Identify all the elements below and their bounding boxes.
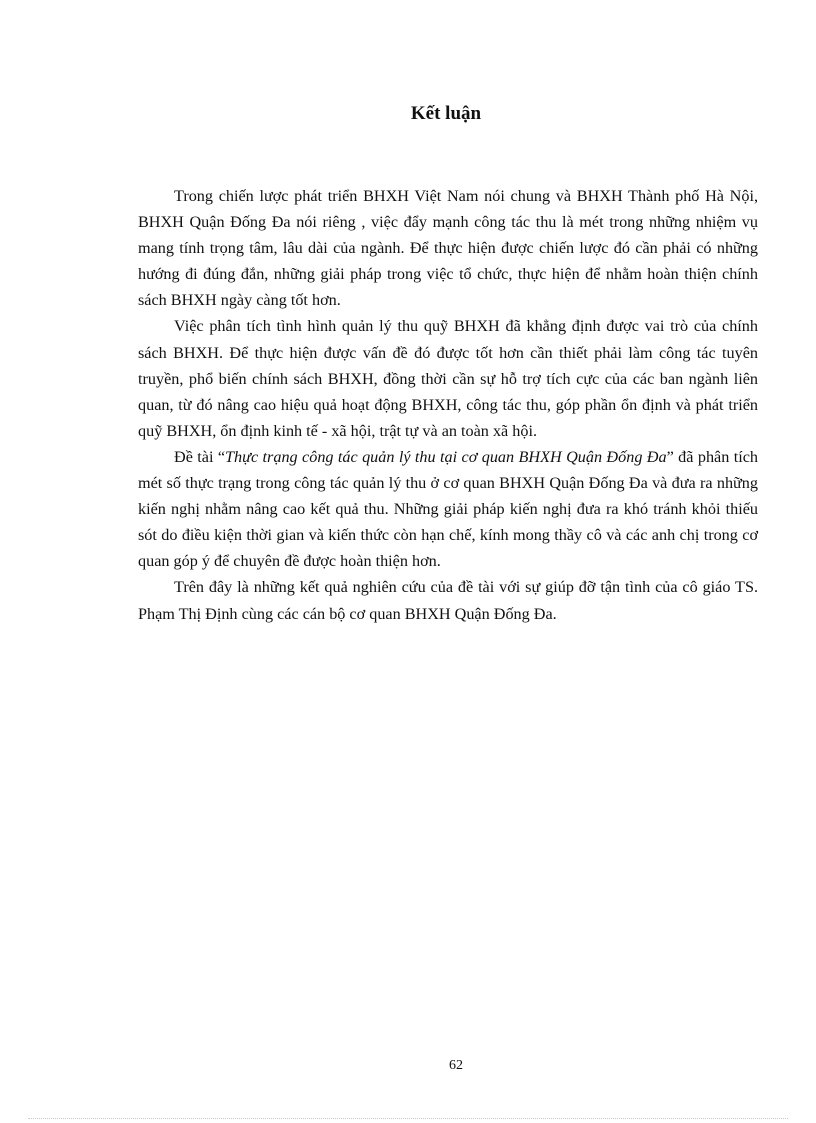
paragraph-2: Việc phân tích tình hình quản lý thu quỹ BHXH đã khẳng định được vai trò của chính sách BHXH. Để thực hiện được vấn đề đó được tốt hơn cần thiết phải làm công tác tuyên truyền, phổ biến chính sách BHXH, đồng thời cần sự hỗ trợ tích cực của các ban ngành liên quan, từ đó nâng cao hiệu quả hoạt động BHXH, công tác thu, góp phần ổn định và phát triển quỹ BHXH, ổn định kinh tế - xã hội, trật tự và an toàn xã hội. bbox=[138, 317, 758, 440]
paragraph-1: Trong chiến lược phát triển BHXH Việt Nam nói chung và BHXH Thành phố Hà Nội, BHXH Quận Đống Đa nói riêng , việc đẩy mạnh công tác thu là mét trong những nhiệm vụ mang tính trọng tâm, lâu dài của ngành. Để thực hiện được chiến lược đó cần phải có những hướng đi đúng đắn, những giải pháp trong việc tổ chức, thực hiện để nhằm hoàn thiện chính sách BHXH ngày càng tốt hơn. bbox=[138, 187, 758, 310]
paragraph-3-prefix: Đề tài “ bbox=[174, 447, 226, 466]
footer-divider bbox=[28, 1118, 788, 1119]
page-title: Kết luận bbox=[410, 103, 482, 124]
page-number: 62 bbox=[449, 1058, 463, 1073]
paragraph-4: Trên đây là những kết quả nghiên cứu của đề tài với sự giúp đỡ tận tình của cô giáo TS. Phạm Thị Định cùng các cán bộ cơ quan BHXH Quận Đống Đa. bbox=[138, 578, 758, 623]
paragraph-3 bbox=[138, 444, 758, 574]
paragraph-3-suffix: ” đã phân tích mét số thực trạng trong công tác quản lý thu ở cơ quan BHXH Quận Đống Đa và đưa ra những kiến nghị nhằm nâng cao kết quả thu. Những giải pháp kiến nghị đưa ra khó tránh khỏi thiếu sót do điều kiện thời gian và kiến thức còn hạn chế, kính mong thầy cô và các anh chị trong cơ quan góp ý để chuyên đề được hoàn thiện hơn. bbox=[138, 447, 758, 571]
thesis-topic-title: Thực trạng công tác quản lý thu tại cơ quan BHXH Quận Đống Đa bbox=[225, 447, 667, 466]
document-body bbox=[138, 183, 758, 627]
